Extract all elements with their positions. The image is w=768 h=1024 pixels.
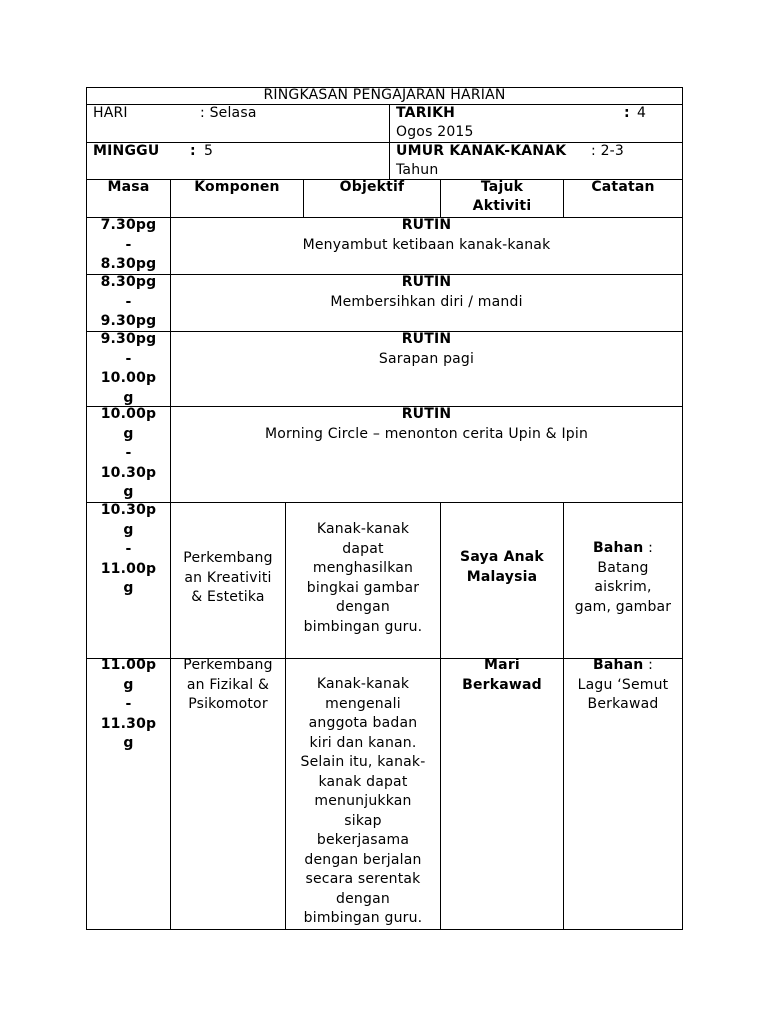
routine-time: g: [123, 425, 134, 442]
activity-catatan: Batang: [597, 559, 649, 576]
activity-catatan-label: [564, 656, 682, 676]
routine-time: g: [123, 484, 134, 500]
minggu-colon: :: [190, 143, 196, 159]
activity-objektif: Kanak-kanak: [316, 676, 410, 692]
activity-objektif: mengenali: [325, 695, 401, 712]
activity-time: 11.30p: [100, 715, 157, 732]
routine-description: Membersihkan diri / mandi: [330, 293, 523, 310]
hari-value: : Selasa: [200, 105, 257, 121]
bahan-colon: :: [643, 657, 654, 673]
routine-time: -: [125, 236, 132, 253]
activity-komponen: an Kreativiti: [184, 569, 272, 586]
activity-objektif: dapat: [342, 540, 384, 557]
activity-objektif: bimbingan guru.: [303, 618, 423, 635]
routine-time: -: [125, 350, 132, 367]
row-divider: [86, 502, 683, 503]
tarikh-label: TARIKH: [396, 105, 456, 121]
activity-komponen: & Estetika: [191, 589, 265, 605]
bahan-label: Bahan: [592, 657, 644, 673]
activity-time: 11.00p: [100, 560, 157, 577]
activity-objektif: dengan: [336, 599, 390, 615]
activity-komponen: an Fizikal &: [186, 676, 270, 693]
activity-komponen: Psikomotor: [188, 696, 268, 712]
routine-description: Morning Circle – menonton cerita Upin & Ipin: [264, 425, 589, 442]
routine-title: RUTIN: [401, 217, 452, 233]
activity-time: 11.00p: [100, 657, 157, 673]
routine-time: 7.30pg: [100, 217, 157, 233]
activity-objektif: menghasilkan: [312, 560, 414, 576]
tarikh-value-cont: Ogos 2015: [396, 124, 474, 140]
routine-time: 9.30pg: [100, 313, 157, 329]
column-header-tajuk: Tajuk: [480, 179, 524, 195]
routine-time: 8.30pg: [100, 256, 157, 272]
activity-objektif: dengan berjalan: [304, 851, 422, 868]
activity-tajuk: Saya Anak: [460, 549, 544, 565]
activity-objektif: dengan: [336, 890, 390, 907]
routine-time: 10.30p: [100, 464, 157, 481]
table-border-right: [682, 87, 683, 930]
routine-description: Sarapan pagi: [378, 350, 475, 367]
activity-time: -: [125, 541, 132, 557]
activity-time: g: [123, 521, 134, 538]
activity-objektif: sikap: [344, 812, 382, 829]
activity-catatan-label: [564, 539, 682, 559]
activity-time: g: [123, 580, 134, 596]
routine-time: 10.00p: [100, 370, 157, 386]
column-divider: [389, 104, 390, 180]
routine-time: 10.00p: [100, 406, 157, 422]
umur-label: UMUR KANAK-KANAK: [396, 143, 567, 159]
hari-label: HARI: [93, 105, 128, 121]
activity-tajuk: Malaysia: [466, 568, 538, 585]
routine-time: -: [125, 445, 132, 461]
activity-objektif: bimbingan guru.: [303, 910, 423, 926]
tarikh-value: 4: [637, 105, 647, 121]
activity-catatan: gam, gambar: [574, 598, 672, 615]
column-header-masa: Masa: [107, 179, 150, 195]
activity-objektif: kanak dapat: [318, 773, 408, 790]
activity-objektif: kiri dan kanan.: [309, 734, 417, 751]
routine-title: RUTIN: [401, 331, 452, 347]
activity-time: g: [123, 676, 134, 693]
routine-time: g: [123, 389, 134, 406]
activity-komponen: Perkembang: [183, 550, 273, 566]
tarikh-colon: :: [624, 105, 630, 121]
activity-objektif: anggota badan: [308, 715, 418, 731]
activity-tajuk: Mari: [484, 657, 520, 673]
umur-value: : 2-3: [591, 143, 625, 159]
routine-time: 8.30pg: [100, 274, 157, 290]
activity-objektif: bingkai gambar: [306, 579, 420, 596]
column-header-catatan: Catatan: [591, 179, 655, 195]
column-header-objektif: Objektif: [339, 179, 405, 195]
page-title: RINGKASAN PENGAJARAN HARIAN: [263, 87, 506, 103]
activity-objektif: bekerjasama: [316, 832, 410, 848]
activity-catatan: Lagu ‘Semut: [577, 676, 669, 693]
activity-time: g: [123, 735, 134, 751]
activity-time: -: [125, 696, 132, 712]
column-header-komponen: Komponen: [194, 179, 280, 195]
bahan-colon: :: [643, 540, 654, 556]
activity-objektif: secara serentak: [305, 871, 421, 887]
activity-tajuk: Berkawad: [462, 676, 542, 693]
bahan-label: Bahan: [592, 540, 644, 556]
table-border-bottom: [86, 929, 683, 930]
routine-title: RUTIN: [401, 274, 452, 290]
activity-objektif: menunjukkan: [314, 793, 412, 809]
activity-objektif: Selain itu, kanak-: [300, 754, 426, 770]
activity-komponen: Perkembang: [183, 657, 273, 673]
activity-catatan: aiskrim,: [594, 579, 652, 595]
minggu-label: MINGGU: [93, 143, 160, 159]
routine-time: -: [125, 293, 132, 310]
activity-catatan: Berkawad: [587, 696, 659, 712]
routine-title: RUTIN: [401, 406, 452, 422]
routine-description: Menyambut ketibaan kanak-kanak: [302, 236, 551, 253]
umur-value-cont: Tahun: [396, 162, 439, 178]
activity-time: 10.30p: [100, 502, 157, 518]
column-header-tajuk-cont: Aktiviti: [472, 198, 532, 214]
minggu-value: 5: [204, 143, 214, 159]
lesson-plan-table: [86, 87, 683, 930]
routine-time: 9.30pg: [100, 331, 157, 347]
activity-objektif: Kanak-kanak: [316, 521, 410, 537]
